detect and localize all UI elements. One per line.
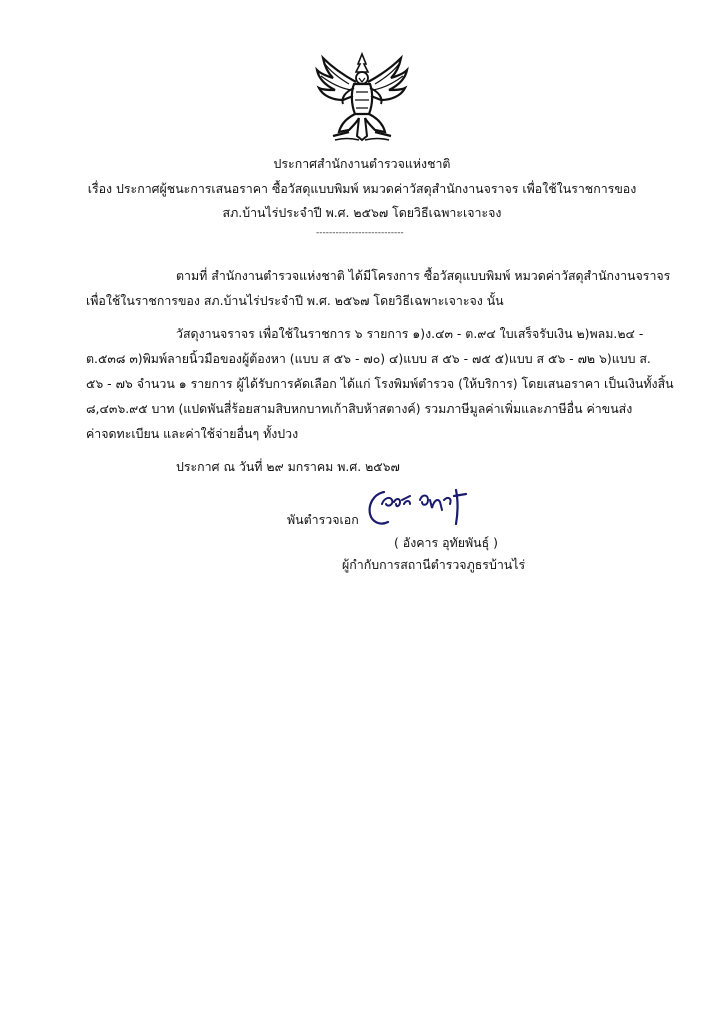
announcement-date: ประกาศ ณ วันที่ ๒๙ มกราคม พ.ศ. ๒๕๖๗ — [176, 459, 400, 474]
paragraph-2-line-1: วัสดุงานจราจร เพื่อใช้ในราชการ ๖ รายการ ๑)ง.๔๓ - ต.๙๔ ใบเสร็จรับเงิน ๒)พลม.๒๔ - — [176, 326, 644, 341]
paragraph-2-line-2: ต.๕๓๘ ๓)พิมพ์ลายนิ้วมือของผู้ต้องหา (แบบ ส ๕๖ - ๗๐) ๔)แบบ ส ๕๖ - ๗๕ ๕)แบบ ส ๕๖ - ๗๒ ๖)แบบ ส. — [86, 351, 651, 366]
header-divider: --------------------------- — [316, 228, 404, 238]
handwritten-signature — [366, 486, 476, 528]
paragraph-2-line-4: ๘,๔๓๖.๙๕ บาท (แปดพันสี่ร้อยสามสิบหกบาทเก้าสิบห้าสตางค์) รวมภาษีมูลค่าเพิ่มและภาษีอื่น ค่าขนส่ง — [86, 401, 633, 416]
signatory-rank: พันตำรวจเอก — [287, 512, 359, 527]
announcement-agency: ประกาศสำนักงานตำรวจแห่งชาติ — [273, 156, 451, 171]
paragraph-2-line-3: ๕๖ - ๗๖ จำนวน ๑ รายการ ผู้ได้รับการคัดเลือก ได้แก่ โรงพิมพ์ตำรวจ (ให้บริการ) โดยเสนอราคา เป็นเงินทั้งสิ้น — [86, 376, 674, 391]
signatory-name: ( อังคาร อุทัยพันธุ์ ) — [394, 535, 498, 550]
paragraph-2-line-5: ค่าจดทะเบียน และค่าใช้จ่ายอื่นๆ ทั้งปวง — [86, 426, 299, 441]
signatory-position: ผู้กำกับการสถานีตำรวจภูธรบ้านไร่ — [342, 557, 526, 572]
announcement-subject-continued: สภ.บ้านไร่ประจำปี พ.ศ. ๒๕๖๗ โดยวิธีเฉพาะเจาะจง — [222, 205, 502, 220]
paragraph-1-line-2: เพื่อใช้ในราชการของ สภ.บ้านไร่ประจำปี พ.ศ. ๒๕๖๗ โดยวิธีเฉพาะเจาะจง นั้น — [86, 293, 504, 308]
announcement-subject: เรื่อง ประกาศผู้ชนะการเสนอราคา ซื้อวัสดุแบบพิมพ์ หมวดค่าวัสดุสำนักงานจราจร เพื่อใช้ในราชการของ — [87, 181, 637, 196]
paragraph-1-line-1: ตามที่ สำนักงานตำรวจแห่งชาติ ได้มีโครงการ ซื้อวัสดุแบบพิมพ์ หมวดค่าวัสดุสำนักงานจราจร — [176, 268, 671, 283]
garuda-emblem-icon — [309, 52, 415, 144]
